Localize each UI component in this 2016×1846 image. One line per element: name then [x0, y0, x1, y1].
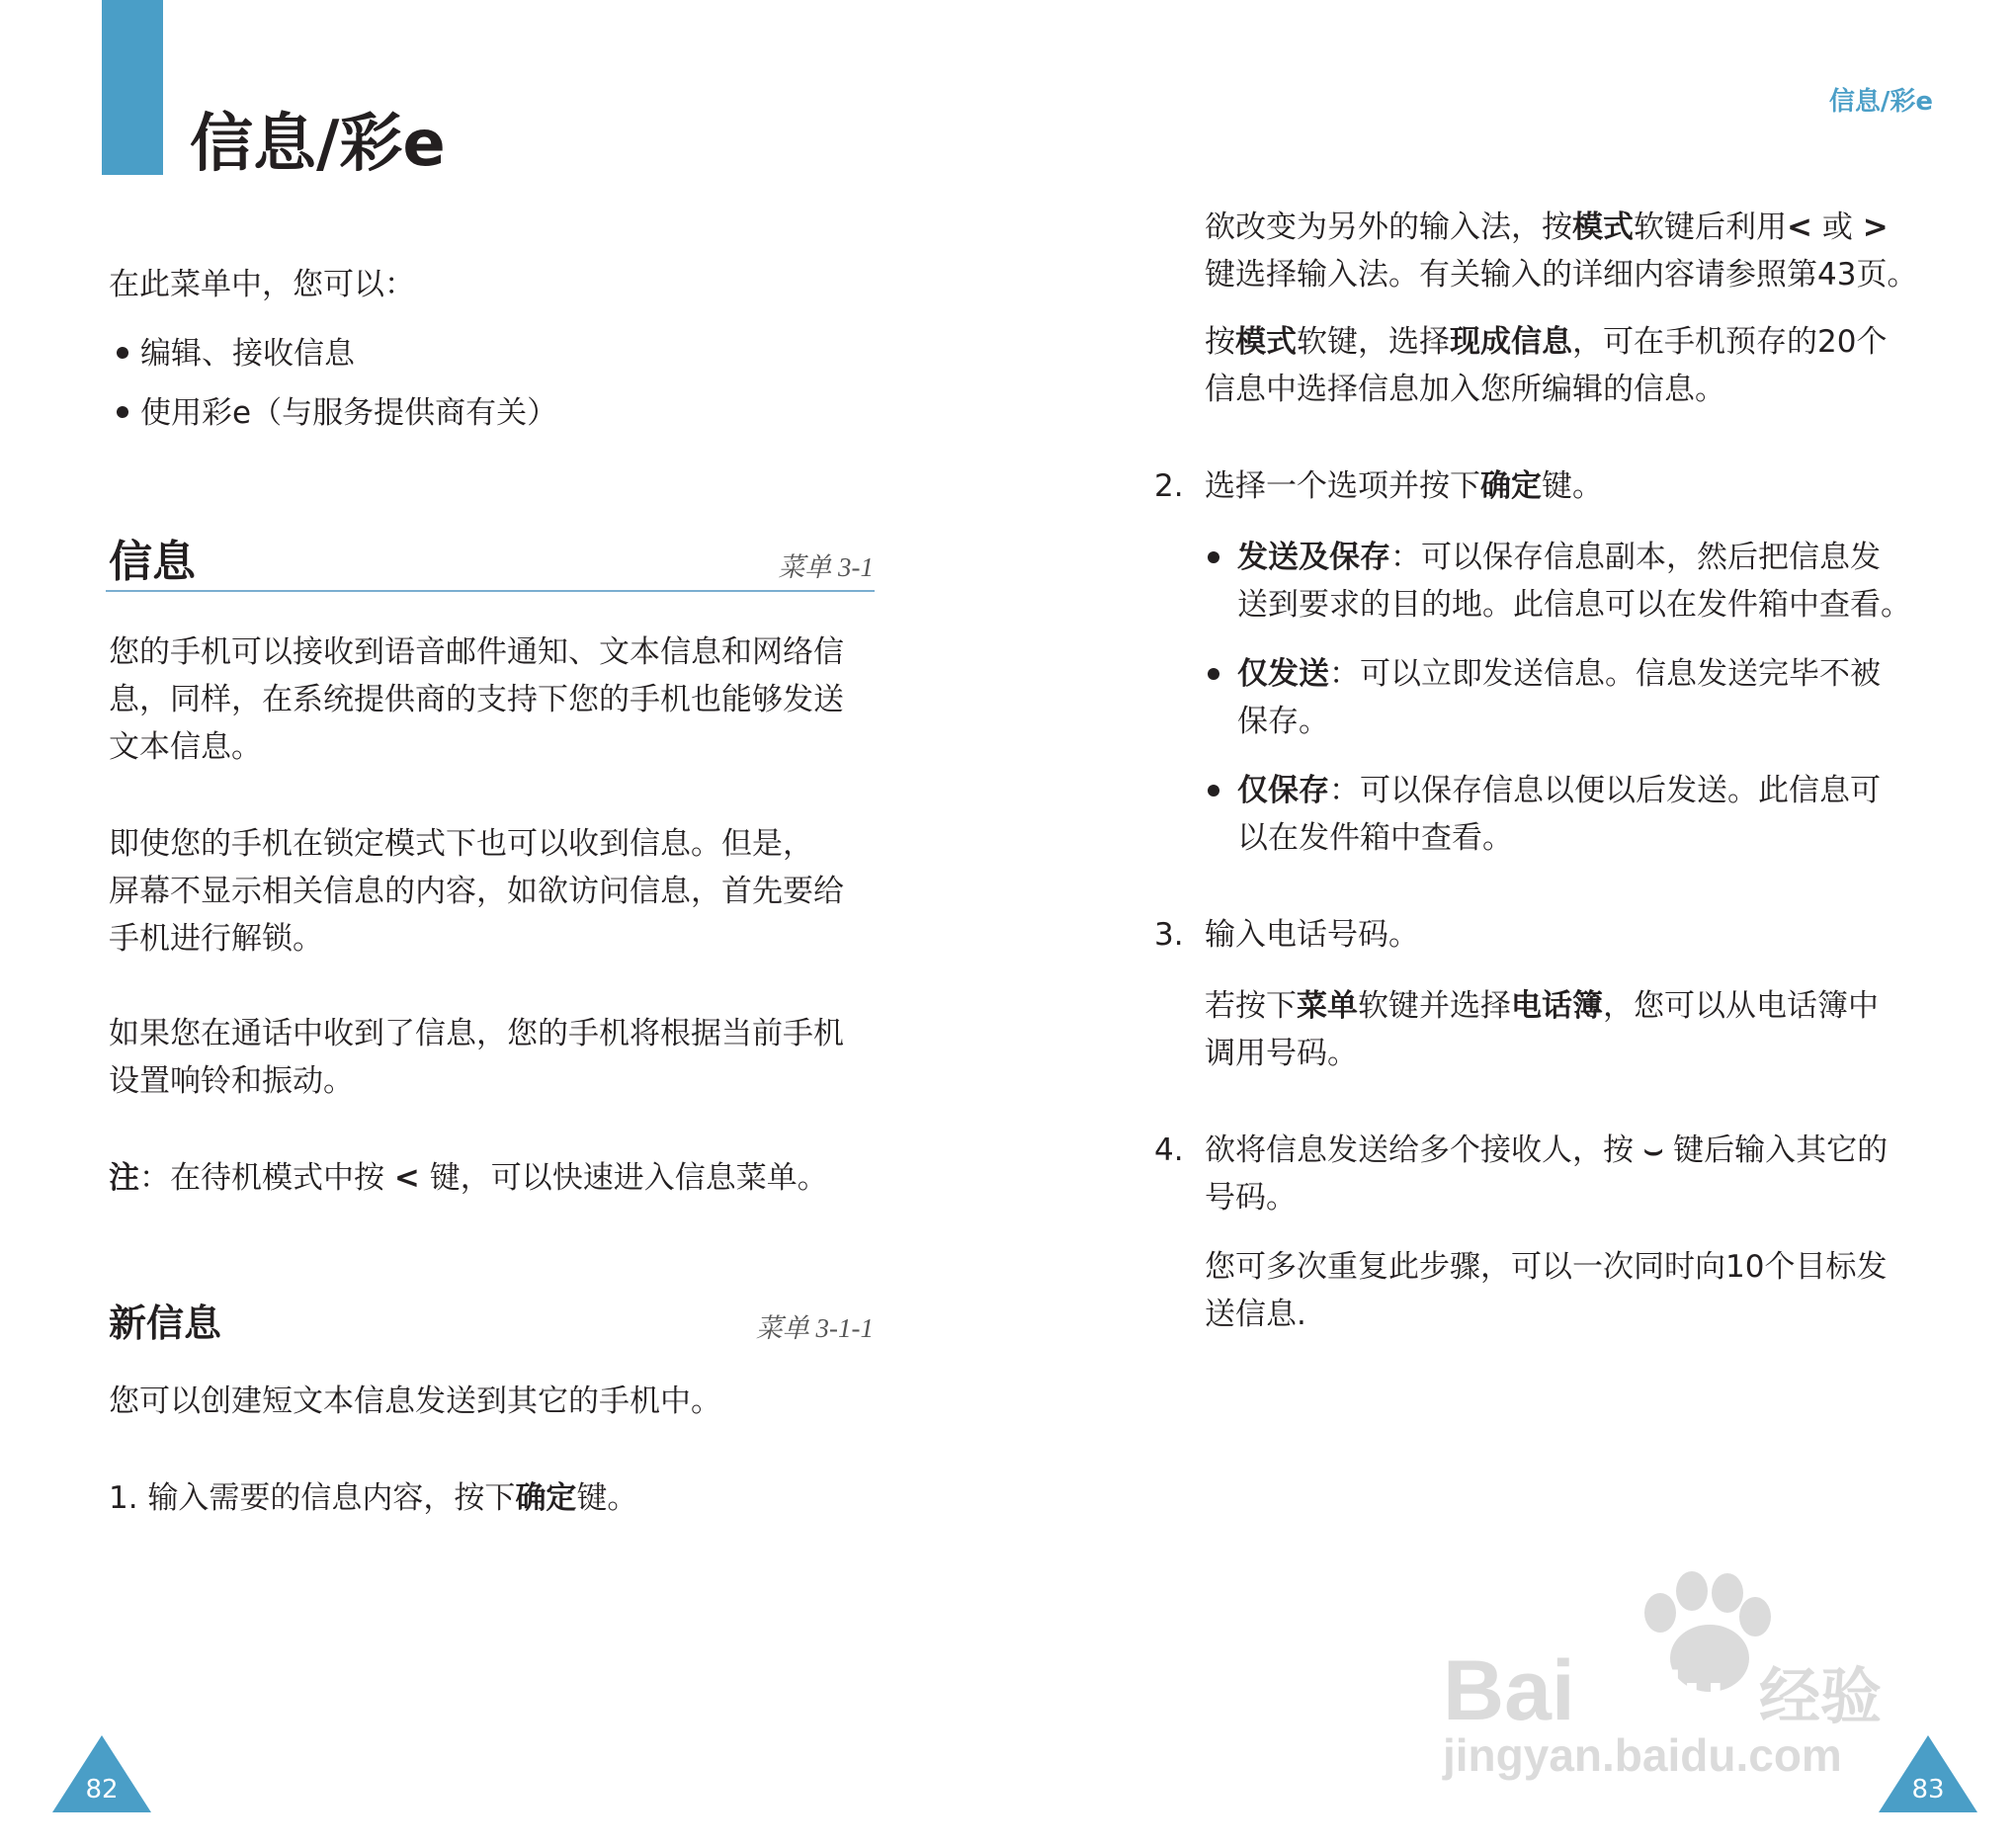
menu-ref: 菜单 3-1 — [778, 552, 874, 582]
right-key-icon: > — [1862, 210, 1889, 245]
subsection-title: 新信息 — [109, 1301, 222, 1345]
bullet-dot — [1208, 785, 1219, 797]
text-line: 息，同样，在系统提供商的支持下您的手机也能够发送 — [109, 682, 844, 717]
option-text: 送到要求的目的地。此信息可以在发件箱中查看。 — [1237, 587, 1911, 623]
text-line: 文本信息。 — [109, 729, 262, 765]
text-run: 软键后利用 — [1634, 210, 1787, 245]
page-number: 83 — [1911, 1775, 1945, 1804]
paragraph — [109, 820, 844, 963]
option-label: 仅发送 — [1237, 656, 1329, 692]
step-4 — [1205, 1127, 1888, 1221]
text-run: 按 — [1205, 324, 1235, 360]
step-text: 键。 — [576, 1480, 638, 1516]
text-line: 即使您的手机在锁定模式下也可以收到信息。但是， — [109, 826, 813, 862]
step-number: 1. — [109, 1480, 138, 1516]
text-line — [1205, 204, 1917, 251]
option-text: ：可以保存信息副本，然后把信息发 — [1390, 540, 1881, 575]
text-line — [1205, 318, 1887, 366]
option-text: 以在发件箱中查看。 — [1237, 820, 1513, 856]
bullet-dot — [117, 347, 128, 359]
paragraph — [1205, 318, 1887, 413]
paragraph — [1205, 1243, 1887, 1338]
section-title: 信息 — [109, 537, 196, 587]
bullet-text: 使用彩e（与服务提供商有关） — [140, 395, 558, 431]
bullet-dot — [1208, 668, 1219, 680]
option-label: 仅保存 — [1237, 773, 1329, 808]
menu-ref: 菜单 3-1-1 — [755, 1313, 874, 1343]
accent-bar — [102, 0, 163, 175]
note — [109, 1154, 828, 1202]
svg-text:Bai: Bai — [1443, 1643, 1575, 1738]
step-2 — [1205, 462, 1603, 510]
subsection-intro: 您可以创建短文本信息发送到其它的手机中。 — [109, 1384, 721, 1419]
option-label: 发送及保存 — [1237, 540, 1390, 575]
text-run: 软键，选择 — [1297, 324, 1450, 360]
paragraph — [109, 1010, 844, 1105]
text-run: ，可在手机预存的20个 — [1572, 324, 1888, 360]
menu-key-label: 菜单 — [1297, 988, 1358, 1024]
text-line — [1205, 982, 1879, 1030]
svg-text:du: du — [1640, 1657, 1725, 1734]
mode-key-label: 模式 — [1572, 210, 1634, 245]
note-text: 键，可以快速进入信息菜单。 — [419, 1160, 828, 1196]
section-rule — [106, 590, 875, 592]
option-save-only — [1237, 767, 1881, 862]
step-3: 输入电话号码。 — [1205, 917, 1419, 953]
step-number: 2. — [1154, 468, 1184, 504]
step-number: 3. — [1154, 917, 1184, 953]
option-send-save — [1237, 534, 1911, 629]
step-number: 4. — [1154, 1133, 1184, 1168]
left-key-icon: < — [393, 1160, 420, 1196]
step-text: 输入需要的信息内容，按下 — [147, 1480, 516, 1516]
ok-key-label: 确定 — [515, 1480, 577, 1516]
text-line: 如果您在通话中收到了信息，您的手机将根据当前手机 — [109, 1016, 844, 1051]
left-key-icon: < — [1787, 210, 1812, 245]
list-item — [117, 330, 355, 378]
down-key-icon: ⌣ — [1642, 1133, 1664, 1168]
mode-key-label: 模式 — [1235, 324, 1297, 360]
option-send-only — [1237, 650, 1881, 745]
text-line: 号码。 — [1205, 1180, 1297, 1216]
text-line: 您的手机可以接收到语音邮件通知、文本信息和网络信 — [109, 634, 844, 670]
bullet-text: 编辑、接收信息 — [140, 336, 355, 372]
text-line: 您可多次重复此步骤，可以一次同时向10个目标发 — [1205, 1249, 1888, 1285]
note-label: 注 — [109, 1160, 139, 1196]
text-run: ，您可以从电话簿中 — [1603, 988, 1879, 1024]
paragraph — [109, 629, 844, 771]
text-run: 欲将信息发送给多个接收人，按 — [1205, 1133, 1643, 1168]
preset-message-label: 现成信息 — [1450, 324, 1572, 360]
text-line: 送信息. — [1205, 1297, 1306, 1332]
text-line: 屏幕不显示相关信息的内容，如欲访问信息，首先要给 — [109, 874, 844, 909]
baidu-watermark-logo — [1433, 1552, 1907, 1789]
text-run: 键后输入其它的 — [1663, 1133, 1889, 1168]
step-1 — [109, 1474, 637, 1522]
option-text: ：可以立即发送信息。信息发送完毕不被 — [1329, 656, 1881, 692]
svg-text:jingyan.baidu.com: jingyan.baidu.com — [1443, 1729, 1842, 1781]
list-item — [117, 389, 557, 437]
note-text: ：在待机模式中按 — [139, 1160, 394, 1196]
text-run: 若按下 — [1205, 988, 1297, 1024]
ok-key-label: 确定 — [1480, 468, 1542, 504]
option-text: 保存。 — [1237, 704, 1329, 739]
text-line: 信息中选择信息加入您所编辑的信息。 — [1205, 372, 1725, 407]
option-text: ：可以保存信息以便以后发送。此信息可 — [1329, 773, 1881, 808]
text-line — [1205, 1127, 1888, 1174]
step-text: 选择一个选项并按下 — [1205, 468, 1480, 504]
intro-text: 在此菜单中，您可以： — [109, 267, 415, 302]
running-head: 信息/彩e — [1828, 87, 1933, 117]
page-title: 信息/彩e — [190, 108, 446, 181]
svg-text:经验: 经验 — [1759, 1660, 1883, 1732]
text-run: 软键并选择 — [1358, 988, 1511, 1024]
text-line: 调用号码。 — [1205, 1036, 1358, 1071]
step-text: 键。 — [1542, 468, 1603, 504]
phonebook-label: 电话簿 — [1511, 988, 1603, 1024]
text-line: 手机进行解锁。 — [109, 921, 323, 957]
bullet-dot — [1208, 551, 1219, 563]
text-line: 设置响铃和振动。 — [109, 1063, 354, 1099]
paragraph — [1205, 204, 1917, 298]
page-number: 82 — [85, 1775, 119, 1804]
text-run: 或 — [1811, 210, 1863, 245]
text-line: 键选择输入法。有关输入的详细内容请参照第43页。 — [1205, 257, 1918, 293]
text-run: 欲改变为另外的输入法，按 — [1205, 210, 1572, 245]
bullet-dot — [117, 406, 128, 418]
paragraph — [1205, 982, 1879, 1077]
